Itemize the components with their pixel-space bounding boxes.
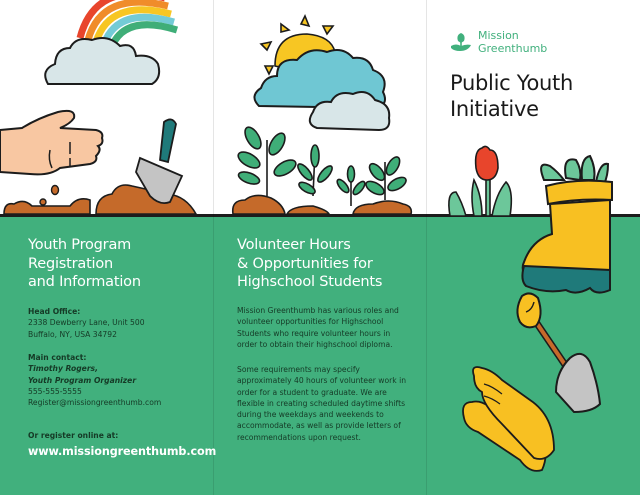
requirements-paragraph	[237, 364, 406, 443]
soil-mound-icon	[287, 206, 329, 214]
paragraph-line: volunteer opportunities for Highschool	[237, 317, 384, 327]
hand-sowing-seeds-icon	[0, 111, 103, 205]
address-line: 2338 Dewberry Lane, Unit 500	[28, 318, 145, 328]
soil-mound-icon	[4, 199, 90, 214]
paragraph-line: flexible in creating scheduled daytime shifts	[237, 398, 406, 408]
contact-email[interactable]: Register@missiongreenthumb.com	[28, 398, 162, 408]
seedling-icon	[236, 125, 409, 206]
paragraph-line: accommodate, as well as provide letters of	[237, 421, 401, 431]
paragraph-line: recommendations upon request.	[237, 432, 361, 442]
rain-boot-planter-icon	[522, 156, 612, 293]
address-line: Buffalo, NY, USA 34792	[28, 329, 117, 339]
heading-line: Volunteer Hours	[237, 237, 351, 253]
brand-name-line: Greenthumb	[478, 42, 548, 55]
paragraph-line: Some requirements may specify	[237, 365, 360, 374]
register-online-block	[28, 430, 118, 441]
contact-name: Timothy Rogers,	[28, 364, 98, 374]
paragraph-line: order for a student to graduate. We are	[237, 387, 387, 397]
heading-line: Youth Program	[28, 237, 132, 253]
main-contact-label: Main contact:	[28, 353, 87, 362]
intro-paragraph	[237, 305, 399, 350]
tulip-icon	[449, 146, 511, 216]
head-office-block	[28, 306, 145, 340]
left-illustration	[0, 0, 213, 216]
paragraph-line: approximately 40 hours of volunteer work in	[237, 376, 407, 386]
paragraph-line: during the weekdays and weekends to	[237, 410, 384, 420]
heading-line: Registration	[28, 255, 114, 272]
panel-volunteer-hours	[213, 0, 426, 495]
brand-name-line: Mission	[478, 29, 519, 42]
title-line: Public Youth	[450, 71, 573, 95]
paragraph-line: order to obtain their highschool diploma.	[237, 339, 393, 349]
soil-mound-icon	[353, 201, 411, 214]
section-heading	[237, 236, 382, 292]
paragraph-line: Students who require volunteer hours in	[237, 328, 391, 338]
heading-line: Highschool Students	[237, 274, 383, 290]
heading-line: and Information	[28, 274, 141, 290]
middle-illustration	[213, 0, 426, 216]
contact-role: Youth Program Organizer	[28, 375, 137, 385]
shovel-icon	[517, 293, 600, 412]
cloud-icon	[45, 38, 159, 84]
website-link[interactable]: www.missiongreenthumb.com	[28, 445, 217, 458]
panel-youth-program-registration	[0, 0, 217, 495]
soil-mound-icon	[233, 195, 285, 214]
section-heading	[28, 236, 141, 292]
main-contact-block	[28, 352, 161, 408]
right-illustration	[426, 0, 640, 495]
head-office-label: Head Office:	[28, 307, 81, 316]
title-line: Initiative	[450, 97, 539, 121]
panel-cover	[426, 0, 640, 495]
contact-phone[interactable]: 555-555-5555	[28, 386, 82, 396]
paragraph-line: Mission Greenthumb has various roles and	[237, 306, 399, 315]
gardening-gloves-icon	[463, 367, 554, 471]
register-online-label: Or register online at:	[28, 431, 119, 440]
heading-line: & Opportunities for	[237, 255, 373, 272]
